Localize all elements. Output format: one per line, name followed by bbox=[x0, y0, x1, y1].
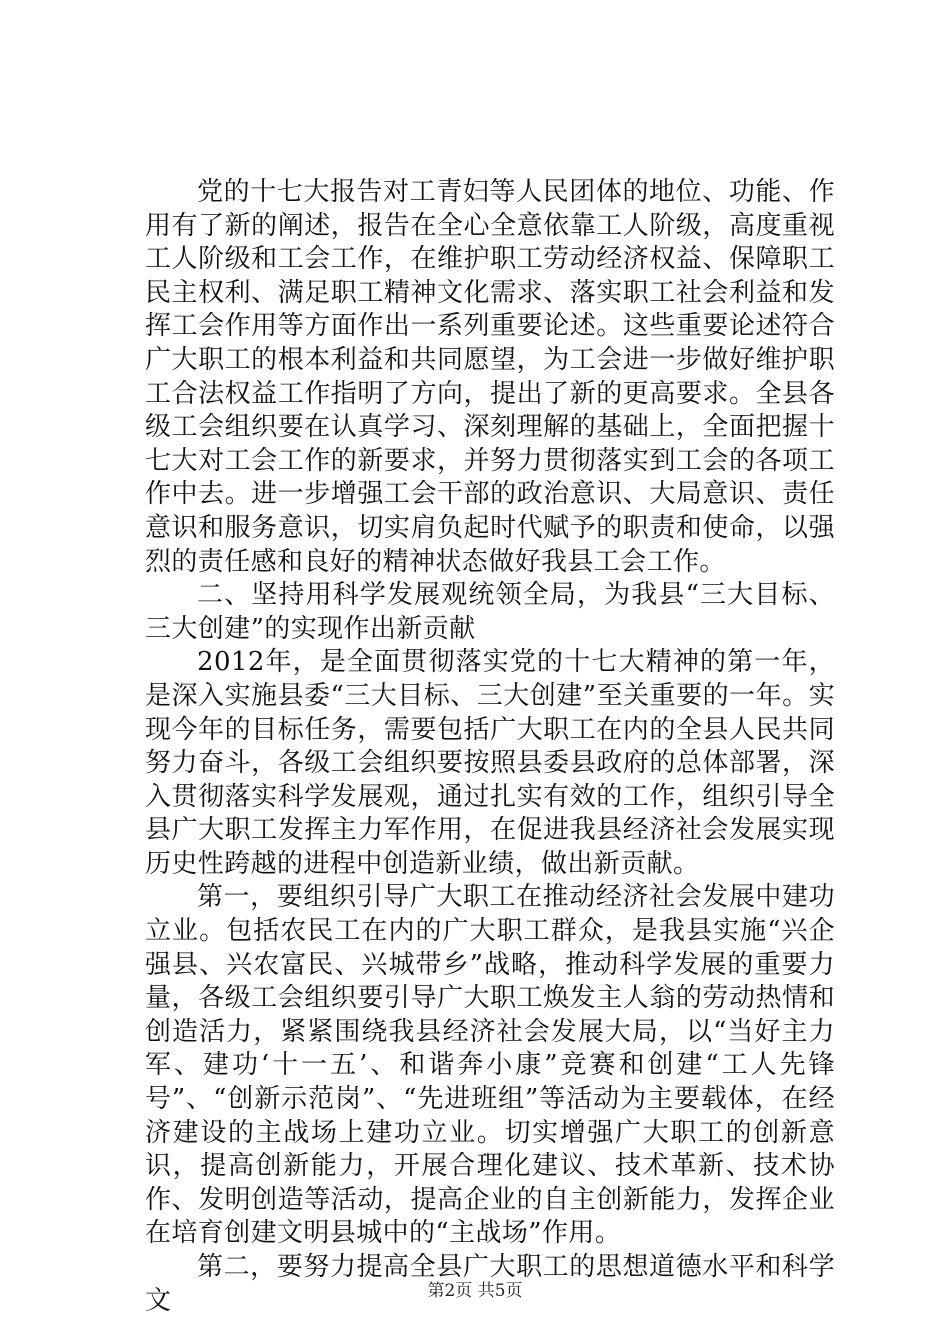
paragraph-3: 2012年，是全面贯彻落实党的十七大精神的第一年，是深入实施县委“三大目标、三大创建”至关重要的一年。实现今年的目标任务，需要包括广大职工在内的全县人民共同努力奋斗，各级工会组织要按照县委县政府的总体部署，深入贯彻落实科学发展观，通过扎实有效的工作，组织引导全县广大职工发挥主力军作用，在促进我县经济社会发展实现历史性跨越的进程中创造新业绩，做出新贡献。 bbox=[145, 647, 835, 879]
page-indicator: 第2页 共5页 bbox=[427, 1281, 523, 1301]
paragraph-1: 党的十七大报告对工青妇等人民团体的地位、功能、作用有了新的阐述，报告在全心全意依靠工人阶级，高度重视工人阶级和工会工作，在维护职工劳动经济权益、保障职工民主权利、满足职工精神文化需求、落实职工社会利益和发挥工会作用等方面作出一系列重要论述。这些重要论述符合广大职工的根本利益和共同愿望，为工会进一步做好维护职工合法权益工作指明了方向，提出了新的更高要求。全县各级工会组织要在认真学习、深刻理解的基础上，全面把握十七大对工会工作的新要求，并努力贯彻落实到工会的各项工作中去。进一步增强工会干部的政治意识、大局意识、责任意识和服务意识，切实肩负起时代赋予的职责和使命，以强烈的责任感和良好的精神状态做好我县工会工作。 bbox=[145, 177, 835, 577]
paragraph-4: 第一，要组织引导广大职工在推动经济社会发展中建功立业。包括农民工在内的广大职工群众，是我县实施“兴企强县、兴农富民、兴城带乡”战略，推动科学发展的重要力量，各级工会组织要引导广大职工焕发主人翁的劳动热情和创造活力，紧紧围绕我县经济社会发展大局，以“当好主力军、建功‘十一五’、和谐奔小康”竞赛和创建“工人先锋号”、“创新示范岗”、“先进班组”等活动为主要载体，在经济建设的主战场上建功立业。切实增强广大职工的创新意识，提高创新能力，开展合理化建议、技术革新、技术协作、发明创造等活动，提高企业的自主创新能力，发挥企业在培育创建文明县城中的“主战场”作用。 bbox=[145, 882, 835, 1249]
section-heading-2: 二、坚持用科学发展观统领全局，为我县“三大目标、三大创建”的实现作出新贡献 bbox=[145, 580, 835, 644]
paragraph-5: 第二，要努力提高全县广大职工的思想道德水平和科学文 bbox=[145, 1252, 835, 1316]
document-body bbox=[145, 176, 835, 1318]
